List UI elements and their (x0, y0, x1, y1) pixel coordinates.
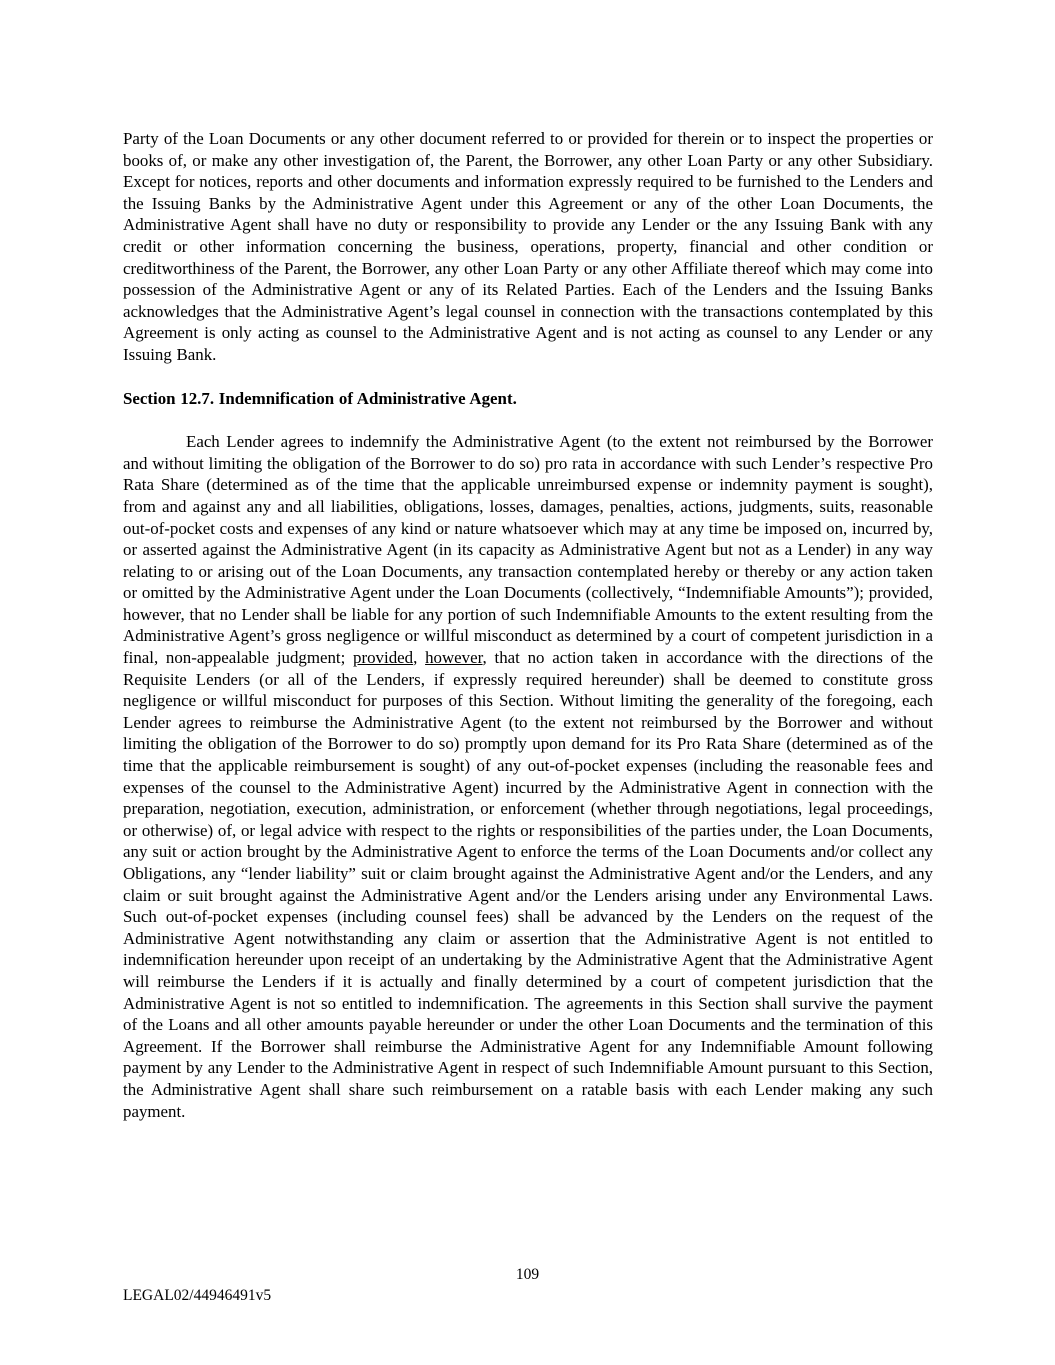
underlined-provided: provided (353, 648, 414, 668)
section-heading: Section 12.7. Indemnification of Administrative Agent. (123, 388, 517, 408)
document-id-footer: LEGAL02/44946491v5 (123, 1287, 272, 1304)
indemnification-text-part1: Each Lender agrees to indemnify the Administrative Agent (to the extent not reimbursed by the Borrower and without limiting the obligation of the Borrower to do so) pro rata in accordance with such Lender’s respective Pro Rata Share (determined as of the time that the applicable unreimbursed expense or indemnity payment is sought), from and against any and all liabilities, obligations, losses, damages, penalties, actions, judgments, suits, reasonable out-of-pocket costs and expenses of any kind or nature whatsoever which may at any time be imposed on, incurred by, or asserted against the Administrative Agent (in its capacity as Administrative Agent but not as a Lender) in any way relating to or arising out of the Loan Documents, any transaction contemplated hereby or thereby or any action taken or omitted by the Administrative Agent under the Loan Documents (collectively, “Indemnifiable Amounts”); provided, however, that no Lender shall be liable for any portion of such Indemnifiable Amounts to the extent resulting from the Administrative Agent’s gross negligence or willful misconduct as determined by a court of competent jurisdiction in a final, non-appealable judgment; (123, 432, 934, 668)
continuation-paragraph: Party of the Loan Documents or any other document referred to or provided for therein or to inspect the properties or books of, or make any other investigation of, the Parent, the Borrower, any other Loan Party or any other Subsidiary. Except for notices, reports and other documents and information expressly required to be furnished to the Lenders and the Issuing Banks by the Administrative Agent under this Agreement or any of the other Loan Documents, the Administrative Agent shall have no duty or responsibility to provide any Lender or the any Issuing Bank with any credit or other information concerning the business, operations, property, financial and other condition or creditworthiness of the Parent, the Borrower, any other Loan Party or any other Affiliate thereof which may come into possession of the Administrative Agent or any of its Related Parties. Each of the Lenders and the Issuing Banks acknowledges that the Administrative Agent’s legal counsel in connection with the transactions contemplated by this Agreement is only acting as counsel to the Administrative Agent and is not acting as counsel to any Lender or any Issuing Bank. (123, 129, 933, 364)
indemnification-text-part2: , that no action taken in accordance with the directions of the Requisite Lenders (or all of the Lenders, if expressly required hereunder) shall be deemed to constitute gross negligence or willful misconduct for purposes of this Section. Without limiting the generality of the foregoing, each Lender agrees to reimburse the Administrative Agent (to the extent not reimbursed by the Borrower and without limiting the obligation of the Borrower to do so) promptly upon demand for its Pro Rata Share (determined as of the time that the applicable reimbursement is sought) of any out-of-pocket expenses (including the reasonable fees and expenses of the counsel to the Administrative Agent) incurred by the Administrative Agent in connection with the preparation, negotiation, execution, administration, or enforcement (whether through negotiations, legal proceedings, or otherwise) of, or legal advice with respect to the rights or responsibilities of the parties under, the Loan Documents, any suit or action brought by the Administrative Agent to enforce the terms of the Loan Documents and/or collect any Obligations, any “lender liability” suit or claim brought against the Administrative Agent and/or the Lenders, and any claim or suit brought against the Administrative Agent and/or the Lenders arising under any Environmental Laws. Such out-of-pocket expenses (including counsel fees) shall be advanced by the Lenders on the request of the Administrative Agent notwithstanding any claim or assertion that the Administrative Agent is not entitled to indemnification hereunder upon receipt of an undertaking by the Administrative Agent that the Administrative Agent will reimburse the Lenders if it is actually and finally determined by a court of competent jurisdiction that the Administrative Agent is not so entitled to indemnification. The agreements in this Section shall survive the payment of the Loans and all other amounts payable hereunder or under the other Loan Documents and the termination of this Agreement. If the Borrower shall reimburse the Administrative Agent for any Indemnifiable Amount following payment by any Lender to the Administrative Agent in respect of such Indemnifiable Amount pursuant to this Section, the Administrative Agent shall share such reimbursement on a ratable basis with each Lender making any such payment. (123, 648, 933, 1121)
page-number: 109 (515, 1266, 540, 1283)
underline-separator: , (413, 648, 426, 668)
underlined-however: however (425, 648, 483, 668)
indemnification-paragraph (123, 431, 933, 1122)
document-body (123, 128, 933, 1122)
